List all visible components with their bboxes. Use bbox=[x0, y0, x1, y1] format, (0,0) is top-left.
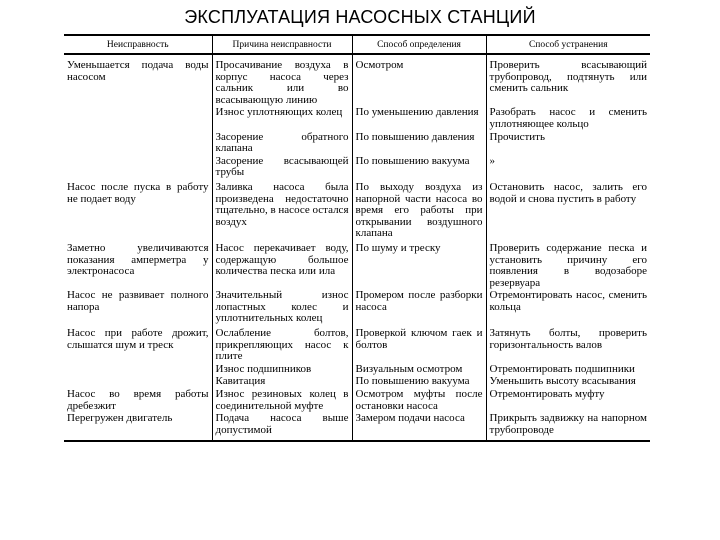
table-row bbox=[64, 179, 650, 240]
cell-cause: Ослабление болтов, прикрепляющих насос к плите bbox=[212, 325, 352, 363]
cell-fault bbox=[64, 363, 212, 376]
cell-detection: По повышению давления bbox=[352, 131, 486, 155]
cell-fault: Насос во время работы дребезжит bbox=[64, 388, 212, 412]
cell-cause: Засорение обратного клапана bbox=[212, 131, 352, 155]
cell-fault: Насос при работе дрожит, слышатся шум и треск bbox=[64, 325, 212, 363]
cell-remedy: Отремонтировать муфту bbox=[486, 388, 650, 412]
cell-fault: Перегружен двигатель bbox=[64, 412, 212, 441]
cell-cause: Засорение всасывающей трубы bbox=[212, 155, 352, 179]
cell-remedy: Прочистить bbox=[486, 131, 650, 155]
cell-fault bbox=[64, 155, 212, 179]
cell-remedy: Проверить содержание песка и установить причину его появления в водозаборе резервуара bbox=[486, 240, 650, 289]
column-header-remedy: Способ устранения bbox=[486, 36, 650, 54]
cell-remedy: Отремонтировать подшипники bbox=[486, 363, 650, 376]
cell-detection: По уменьшению давления bbox=[352, 106, 486, 130]
table-row bbox=[64, 54, 650, 106]
table-row bbox=[64, 363, 650, 376]
table-row bbox=[64, 289, 650, 325]
cell-remedy: » bbox=[486, 155, 650, 179]
table-row bbox=[64, 240, 650, 289]
cell-fault: Уменьшается подача воды насосом bbox=[64, 54, 212, 106]
cell-remedy: Проверить всасывающий трубопровод, подтянуть или сменить сальник bbox=[486, 54, 650, 106]
column-header-cause: Причина неисправности bbox=[212, 36, 352, 54]
column-header-fault: Неисправность bbox=[64, 36, 212, 54]
cell-remedy: Разобрать насос и сменить уплотняющее кольцо bbox=[486, 106, 650, 130]
cell-detection: Промером после разборки насоса bbox=[352, 289, 486, 325]
cell-detection: По шуму и треску bbox=[352, 240, 486, 289]
cell-detection: Осмотром муфты после остановки насоса bbox=[352, 388, 486, 412]
table-row bbox=[64, 106, 650, 130]
cell-fault bbox=[64, 131, 212, 155]
troubleshooting-table bbox=[64, 34, 650, 442]
cell-cause: Значительный износ лопастных колес и уплотнительных колец bbox=[212, 289, 352, 325]
cell-detection: По повышению вакуума bbox=[352, 155, 486, 179]
column-header-detection: Способ определения bbox=[352, 36, 486, 54]
table-row bbox=[64, 412, 650, 441]
cell-detection: Проверкой ключом гаек и болтов bbox=[352, 325, 486, 363]
cell-detection: По повышению вакуума bbox=[352, 375, 486, 388]
table-header-row bbox=[64, 36, 650, 54]
cell-remedy: Отремонтировать насос, сменить кольца bbox=[486, 289, 650, 325]
cell-fault bbox=[64, 106, 212, 130]
cell-remedy: Остановить насос, залить его водой и снова пустить в работу bbox=[486, 179, 650, 240]
table-row bbox=[64, 375, 650, 388]
cell-fault: Заметно увеличиваются показания амперметра у электронасоса bbox=[64, 240, 212, 289]
table-row bbox=[64, 388, 650, 412]
cell-remedy: Уменьшить высоту всасывания bbox=[486, 375, 650, 388]
table-row bbox=[64, 325, 650, 363]
cell-fault: Насос не развивает полного напора bbox=[64, 289, 212, 325]
cell-fault bbox=[64, 375, 212, 388]
cell-remedy: Затянуть болты, проверить горизонтальность валов bbox=[486, 325, 650, 363]
cell-detection: По выходу воздуха из напорной части насоса во время его работы при открывании воздушного клапана bbox=[352, 179, 486, 240]
cell-cause: Заливка насоса была произведена недостаточно тщательно, в насосе остался воздух bbox=[212, 179, 352, 240]
table-row bbox=[64, 131, 650, 155]
page-title: ЭКСПЛУАТАЦИЯ НАСОСНЫХ СТАНЦИЙ bbox=[184, 7, 536, 27]
cell-cause: Износ подшипников bbox=[212, 363, 352, 376]
cell-fault: Насос после пуска в работу не подает воду bbox=[64, 179, 212, 240]
cell-cause: Насос перекачивает воду, содержащую большое количества песка или ила bbox=[212, 240, 352, 289]
cell-cause: Кавитация bbox=[212, 375, 352, 388]
cell-detection: Визуальным осмотром bbox=[352, 363, 486, 376]
cell-cause: Просачивание воздуха в корпус насоса через сальник или во всасывающую линию bbox=[212, 54, 352, 106]
cell-detection: Замером подачи насоса bbox=[352, 412, 486, 441]
cell-cause: Износ уплотняющих колец bbox=[212, 106, 352, 130]
cell-detection: Осмотром bbox=[352, 54, 486, 106]
cell-remedy: Прикрыть задвижку на напорном трубопроводе bbox=[486, 412, 650, 441]
table-row bbox=[64, 155, 650, 179]
cell-cause: Износ резиновых колец в соединительной муфте bbox=[212, 388, 352, 412]
cell-cause: Подача насоса выше допустимой bbox=[212, 412, 352, 441]
